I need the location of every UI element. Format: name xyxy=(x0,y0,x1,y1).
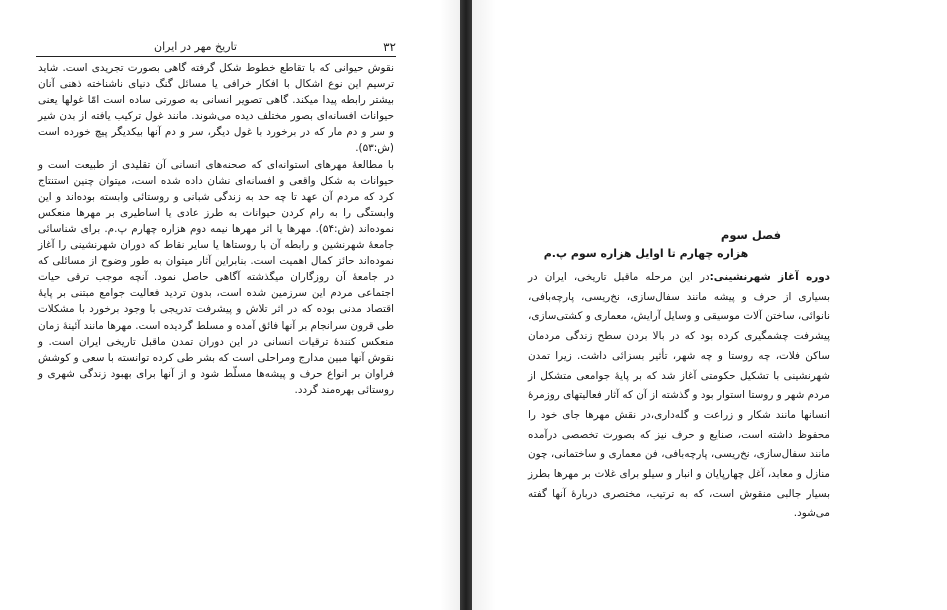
gutter-shadow xyxy=(440,0,460,610)
book-spine xyxy=(460,0,472,610)
right-body-text xyxy=(528,268,830,524)
page-number: ۳۲ xyxy=(383,40,396,54)
paragraph: با مطالعهٔ مهرهای استوانه‌ای که صحنه‌های انسانی آن تقلیدی از طبیعت است و حیوانات به شکل واقعی و افسانه‌ای نشان داده شده است، میتوان چنین استنتاج کرد که مردم آن عهد تا چه حد به زندگی شبانی و روستائی وابسته بوده‌اند و این وابستگی را به رام کردن حیوانات به طرز عادی یا اساطیری بر مهرها منعکس نموده‌اند (ش:۵۴). مهرها یا اثر مهرها نیمه دوم هزاره چهارم پ.م. برای شناسائی جامعهٔ شهرنشین و رابطه آن با روستاها یا سایر نقاط که دوران شهرنشینی را آغاز نموده‌اند حائز کمال اهمیت است. بنابراین آثار میتوان به طور وضوح از مسائلی که در جامعهٔ آن روزگاران میگذشته آگاهی حاصل نمود. آنچه موجب ترقی حیات اجتماعی مردم این سرزمین شده است، بدون تردید فعالیت جوامع مبتنی بر پایهٔ اقتصاد مدنی بوده که در اثر تلاش و پیشرفت تدریجی با وجود برخورد با مشکلات طی قرون سرانجام بر آنها فائق آمده و مسلط گردیده است. مهرها مانند آئینهٔ زمان منعکس کنندهٔ ترقیات انسانی در این دوران تمدن ماقبل تاریخی ایران است. و نقوش آنها مبین مدارج ومراحلی است که بشر طی کرده توانسته با سعی و کوشش فراوان بر انواع حرف و پیشه‌ها مسلّط شود و از آنها برای بهبود زندگی شهری و روستائی بهره‌مند گردد. xyxy=(38,158,394,396)
lead-in: دوره آغاز شهرنشینی: xyxy=(709,271,830,283)
left-body-text xyxy=(38,60,394,398)
running-head xyxy=(36,40,396,57)
paragraph-body: در این مرحله ماقبل تاریخی، ایران در بسیاری از حرف و پیشه مانند سفال‌سازی، نخ‌ریسی، پارچه‌بافی، نانوائی، ساختن آلات موسیقی و وسایل آرایش، معماری و کشتی‌سازی، پیشرفت چشمگیری کرده بود که در بالا بردن سطح زندگی مردمان ساکن فلات، چه روستا و چه شهر، تأثیر بسزائی داشت. زیرا تمدن شهرنشینی با تشکیل حکومتی آغاز شد که بر پایهٔ جوامعی متشکل از مردم شهر و روستا استوار بود و گذشته از آن که آثار فعالیتهای روزمرهٔ انسانها مانند شکار و زراعت و گله‌داری،در نقش مهرها جای خود را محفوظ داشته است، صنایع و حرف نیز که بصورت تخصصی درآمده مانند سفال‌سازی، نخ‌ریسی، پارچه‌بافی، فن معماری و ساختمانی، چون منازل و معابد، آغل چهارپایان و انبار و سیلو برای غلات بر مهرها بطرز بسیار جالبی منقوش است، که به ترتیب، مختصری دربارهٔ آنها گفته می‌شود. xyxy=(528,271,830,520)
paragraph: نقوش حیوانی که با تقاطع خطوط شکل گرفته گاهی بصورت تجریدی است. شاید ترسیم این نوع اشکال با افکار خرافی یا مسائل گنگ دنیای ناشناخته ذهنی آنان بیشتر رابطه پیدا میکند. گاهی تصویر انسانی به صورتی ساده است امّا غولها یعنی حیوانات افسانه‌ای بصور مختلف دیده می‌شوند. مانند غول ترکیب یافته از بدن شیر و سر و دم مار که در برخورد با غول دیگر، سر و دم آنها بیکدیگر پیچ خورده است (ش:۵۳). xyxy=(38,62,394,155)
running-title: تاریخ مهر در ایران xyxy=(154,40,237,53)
chapter-title: فصل سوم xyxy=(720,228,781,242)
section-title: هزاره چهارم تا اوایل هزاره سوم پ.م xyxy=(543,247,749,260)
paragraph xyxy=(528,268,830,524)
left-page xyxy=(0,0,460,610)
